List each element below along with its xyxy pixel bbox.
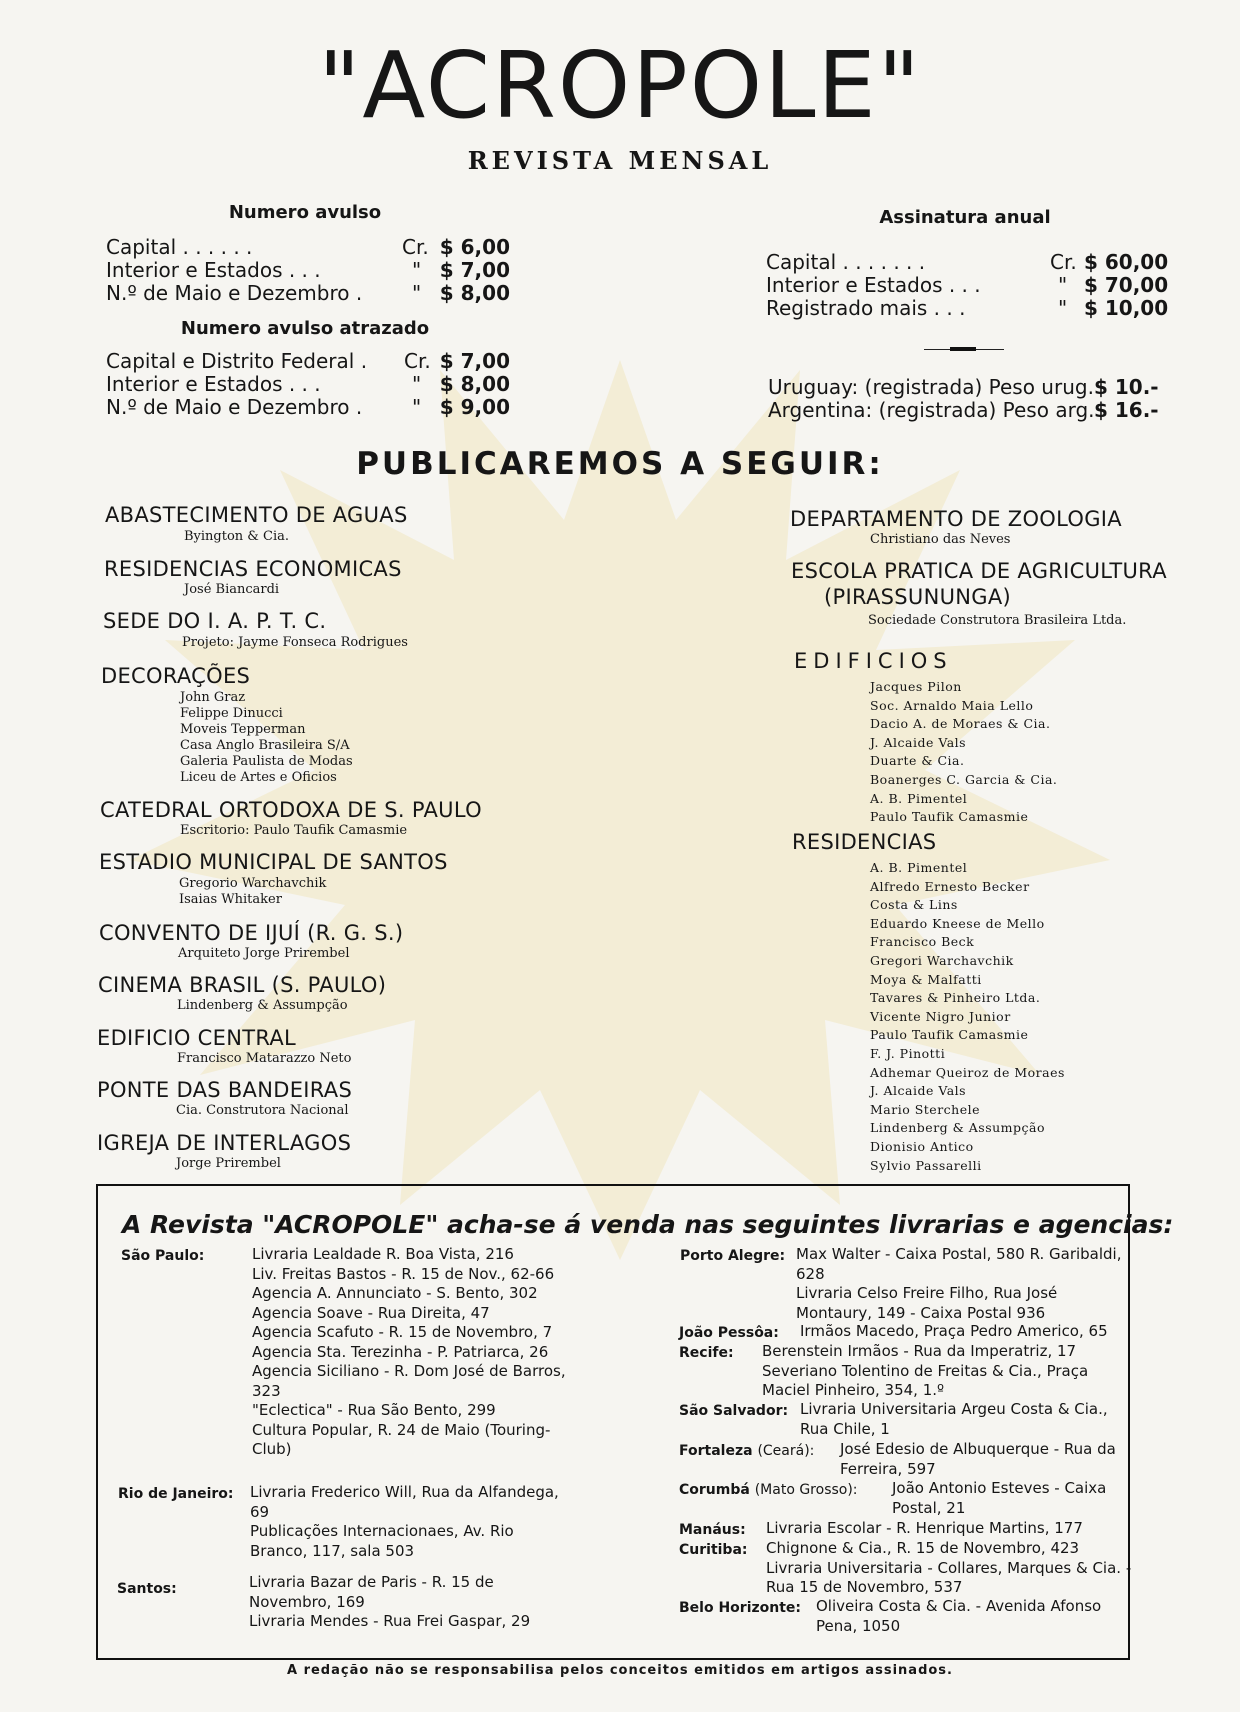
- city-label: Recife:: [679, 1345, 734, 1361]
- masthead-title: "ACROPOLE": [318, 32, 922, 139]
- price-label: N.º de Maio e Dezembro .: [106, 395, 363, 419]
- price-row: [106, 372, 510, 396]
- project-title: DECORAÇÕES: [101, 664, 251, 688]
- agency-entry: Chignone & Cia., R. 15 de Novembro, 423: [766, 1539, 1080, 1557]
- project-title: RESIDENCIAS ECONOMICAS: [104, 557, 402, 581]
- city-entries: [816, 1597, 1132, 1636]
- project-author: Jorge Prirembel: [176, 1156, 281, 1171]
- price-label: Registrado mais . . .: [766, 296, 966, 320]
- project-author: Tavares & Pinheiro Ltda.: [870, 990, 1041, 1006]
- city-note: (Mato Grosso):: [754, 1482, 858, 1498]
- price-label: Uruguay: (registrada) Peso urug.: [768, 375, 1094, 399]
- price-row: [106, 349, 510, 373]
- price-value: $ 6,00: [439, 235, 510, 259]
- city-note: (Ceará):: [757, 1443, 815, 1459]
- city-label: Belo Horizonte:: [679, 1600, 802, 1616]
- price-row: [106, 235, 510, 259]
- project-author: Galeria Paulista de Modas: [180, 754, 353, 769]
- price-value: $ 9,00: [439, 395, 510, 419]
- project-author: Alfredo Ernesto Becker: [870, 878, 1030, 894]
- city-label: Curitiba:: [679, 1542, 748, 1558]
- price-label: Interior e Estados . . .: [106, 258, 321, 282]
- agency-entry: Livraria Lealdade R. Boa Vista, 216: [252, 1245, 514, 1263]
- project-title: CONVENTO DE IJUÍ (R. G. S.): [99, 921, 404, 945]
- city-label: Santos:: [117, 1581, 177, 1597]
- agency-entry: Livraria Frederico Will, Rua da Alfandega, 69: [250, 1483, 559, 1521]
- divider-center: [950, 347, 976, 351]
- city-label: Rio de Janeiro:: [118, 1486, 234, 1502]
- project-author: Gregorio Warchavchik: [179, 876, 327, 891]
- city-entries: [252, 1245, 574, 1460]
- project-author: Lindenberg & Assumpção: [177, 998, 348, 1013]
- agency-entry: Publicações Internacionaes, Av. Rio Branco, 117, sala 503: [250, 1522, 514, 1560]
- project-author: Paulo Taufik Camasmie: [870, 1027, 1029, 1043]
- project-author: Eduardo Kneese de Mello: [870, 915, 1045, 931]
- city-label: [679, 1443, 814, 1459]
- agency-entry: Oliveira Costa & Cia. - Avenida Afonso Pena, 1050: [816, 1597, 1102, 1635]
- agency-entry: José Edesio de Albuquerque - Rua da Ferreira, 597: [840, 1440, 1116, 1478]
- agency-entry: Agencia Soave - Rua Direita, 47: [252, 1303, 490, 1322]
- project-title: IGREJA DE INTERLAGOS: [97, 1131, 352, 1155]
- price-row: [768, 376, 1168, 399]
- project-title: PONTE DAS BANDEIRAS: [97, 1078, 353, 1102]
- price-label: Capital . . . . . .: [106, 235, 253, 259]
- project-author: Francisco Matarazzo Neto: [177, 1051, 352, 1066]
- price-row: [106, 395, 510, 419]
- agency-entry: João Antonio Esteves - Caixa Postal, 21: [892, 1479, 1107, 1517]
- price-label: Capital e Distrito Federal .: [106, 349, 368, 373]
- numero-atrazado-heading: Numero avulso atrazado: [180, 318, 430, 339]
- price-value: $ 60,00: [1084, 250, 1169, 274]
- city-entries: [800, 1322, 1132, 1342]
- project-author: Sylvio Passarelli: [870, 1157, 982, 1173]
- project-author: Jacques Pilon: [870, 679, 962, 694]
- project-author: Gregori Warchavchik: [870, 952, 1014, 968]
- project-title: ABASTECIMENTO DE AGUAS: [105, 503, 408, 527]
- price-currency: ": [412, 281, 422, 305]
- price-row: [106, 281, 510, 305]
- price-label: Argentina: (registrada) Peso arg.: [768, 398, 1095, 422]
- price-value: $ 10,00: [1084, 296, 1169, 320]
- agency-entry: Max Walter - Caixa Postal, 580 R. Garibaldi, 628: [796, 1245, 1122, 1283]
- project-title: RESIDENCIAS: [792, 830, 937, 854]
- project-author: Moya & Malfatti: [870, 971, 982, 987]
- project-author: Cia. Construtora Nacional: [176, 1103, 349, 1118]
- project-author: José Biancardi: [184, 582, 280, 597]
- city-entries: [800, 1400, 1132, 1439]
- agency-entry: Cultura Popular, R. 24 de Maio (Touring-Club): [252, 1420, 551, 1458]
- agency-entry: Agencia Scafuto - R. 15 de Novembro, 7: [252, 1323, 553, 1341]
- project-author: J. Alcaide Vals: [870, 734, 967, 750]
- price-row: [768, 399, 1168, 422]
- price-currency: ": [412, 258, 422, 282]
- price-value: $ 16.-: [1094, 398, 1159, 422]
- project-author: Arquiteto Jorge Prirembel: [178, 946, 350, 961]
- price-currency: ": [412, 395, 422, 419]
- project-author: Adhemar Queiroz de Moraes: [870, 1064, 1065, 1080]
- assinatura-table: [766, 250, 1169, 320]
- masthead-subtitle: REVISTA MENSAL: [467, 146, 773, 175]
- city-entries: [796, 1245, 1132, 1323]
- assinatura-heading: Assinatura anual: [879, 207, 1051, 228]
- city-label: Porto Alegre:: [680, 1248, 786, 1264]
- price-row: [106, 258, 510, 282]
- city-label: São Salvador:: [679, 1403, 789, 1419]
- agency-entry: Livraria Universitaria Argeu Costa & Cia., Rua Chile, 1: [800, 1400, 1108, 1438]
- project-author: Lindenberg & Assumpção: [870, 1120, 1045, 1136]
- project-title-line2: (PIRASSUNUNGA): [824, 585, 1012, 609]
- project-title: EDIFICIOS: [794, 649, 953, 673]
- project-author: Paulo Taufik Camasmie: [870, 809, 1029, 825]
- project-author: Felippe Dinucci: [180, 706, 283, 721]
- project-title: DEPARTAMENTO DE ZOOLOGIA: [790, 507, 1122, 531]
- agency-entry: Berenstein Irmãos - Rua da Imperatriz, 17: [762, 1342, 1077, 1360]
- price-currency: ": [1058, 273, 1068, 297]
- city-entries: [766, 1539, 1132, 1598]
- project-title: SEDE DO I. A. P. T. C.: [103, 609, 327, 633]
- project-author: Soc. Arnaldo Maia Lello: [870, 697, 1034, 713]
- project-title: CATEDRAL ORTODOXA DE S. PAULO: [100, 798, 482, 822]
- project-author: Projeto: Jayme Fonseca Rodrigues: [182, 635, 408, 650]
- project-title: CINEMA BRASIL (S. PAULO): [98, 973, 387, 997]
- project-author: Isaias Whitaker: [179, 892, 282, 907]
- publicaremos-heading: PUBLICAREMOS A SEGUIR:: [356, 446, 884, 482]
- agency-entry: Livraria Celso Freire Filho, Rua José Montaury, 149 - Caixa Postal 936: [796, 1284, 1058, 1322]
- numero-avulso-table: [106, 235, 510, 305]
- project-author: Casa Anglo Brasileira S/A: [180, 738, 350, 753]
- project-author: Liceu de Artes e Oficios: [180, 770, 337, 785]
- price-label: Capital . . . . . . .: [766, 250, 926, 274]
- project-author: Dacio A. de Moraes & Cia.: [870, 716, 1051, 732]
- project-author: John Graz: [180, 690, 246, 705]
- agency-entry: Livraria Bazar de Paris - R. 15 de Novembro, 169: [249, 1573, 494, 1611]
- price-label: N.º de Maio e Dezembro .: [106, 281, 363, 305]
- price-row: [766, 273, 1169, 297]
- price-row: [766, 250, 1169, 274]
- agency-entry: Agencia A. Annunciato - S. Bento, 302: [252, 1284, 538, 1302]
- price-label: Interior e Estados . . .: [106, 372, 321, 396]
- project-title: ESTADIO MUNICIPAL DE SANTOS: [99, 850, 448, 874]
- city-label: João Pessôa:: [679, 1325, 779, 1341]
- price-value: $ 7,00: [439, 258, 510, 282]
- price-currency: Cr.: [402, 235, 429, 259]
- price-row: [766, 296, 1169, 320]
- city-entries: [249, 1573, 571, 1632]
- city-name: Corumbá: [679, 1482, 750, 1498]
- price-value: $ 10.-: [1094, 375, 1159, 399]
- city-label: Manáus:: [679, 1522, 746, 1538]
- price-currency: Cr.: [1050, 250, 1077, 274]
- price-value: $ 7,00: [439, 349, 510, 373]
- project-author: F. J. Pinotti: [870, 1045, 946, 1061]
- foreign-prices: [768, 376, 1168, 422]
- project-author: Christiano das Neves: [870, 532, 1011, 547]
- agency-entry: Liv. Freitas Bastos - R. 15 de Nov., 62-66: [252, 1264, 555, 1283]
- price-label: Interior e Estados . . .: [766, 273, 981, 297]
- project-author: Sociedade Construtora Brasileira Ltda.: [868, 613, 1127, 628]
- project-author: Duarte & Cia.: [870, 753, 965, 769]
- project-author: A. B. Pimentel: [870, 860, 968, 875]
- price-currency: Cr.: [404, 349, 431, 373]
- city-entries: [840, 1440, 1132, 1479]
- agency-entry: Livraria Escolar - R. Henrique Martins, 177: [766, 1519, 1083, 1537]
- project-author: A. B. Pimentel: [870, 790, 968, 806]
- project-author: Francisco Beck: [870, 934, 975, 950]
- price-currency: ": [1058, 296, 1068, 320]
- project-author: Dionisio Antico: [870, 1138, 974, 1154]
- city-entries: [250, 1483, 572, 1561]
- livrarias-heading: A Revista "ACROPOLE" acha-se á venda nas seguintes livrarias e agencias:: [122, 1210, 1174, 1239]
- project-author: Boanerges C. Garcia & Cia.: [870, 771, 1058, 787]
- project-author: Escritorio: Paulo Taufik Camasmie: [180, 823, 408, 838]
- price-value: $ 70,00: [1084, 273, 1169, 297]
- city-label: São Paulo:: [121, 1248, 205, 1264]
- agency-entry: Livraria Mendes - Rua Frei Gaspar, 29: [249, 1612, 531, 1630]
- project-author: J. Alcaide Vals: [870, 1083, 967, 1099]
- project-author: Byington & Cia.: [184, 529, 289, 544]
- price-value: $ 8,00: [439, 281, 510, 305]
- city-entries: [762, 1342, 1132, 1401]
- project-author: Moveis Tepperman: [180, 722, 306, 737]
- agency-entry: Irmãos Macedo, Praça Pedro Americo, 65: [800, 1322, 1108, 1340]
- price-value: $ 8,00: [439, 372, 510, 396]
- project-author: Vicente Nigro Junior: [870, 1008, 1011, 1024]
- price-currency: ": [412, 372, 422, 396]
- agency-entry: Agencia Siciliano - R. Dom José de Barros, 323: [252, 1362, 566, 1400]
- project-title: ESCOLA PRATICA DE AGRICULTURA: [791, 559, 1167, 583]
- agency-entry: "Eclectica" - Rua São Bento, 299: [252, 1401, 496, 1419]
- disclaimer-footer: A redação não se responsabilisa pelos conceitos emitidos em artigos assinados.: [286, 1663, 953, 1678]
- project-author: Costa & Lins: [870, 897, 958, 913]
- city-entries: [892, 1479, 1132, 1518]
- numero-atrazado-table: [106, 349, 510, 419]
- project-title: EDIFICIO CENTRAL: [97, 1026, 297, 1050]
- city-entries: [766, 1519, 1132, 1539]
- city-label: [679, 1482, 858, 1498]
- agency-entry: Livraria Universitaria - Collares, Marques & Cia. - Rua 15 de Novembro, 537: [766, 1558, 1132, 1596]
- agency-entry: Agencia Sta. Terezinha - P. Patriarca, 26: [252, 1342, 549, 1361]
- residencias-authors: [870, 859, 1065, 1175]
- agency-entry: Severiano Tolentino de Freitas & Cia., Praça Maciel Pinheiro, 354, 1.º: [762, 1361, 1089, 1399]
- numero-avulso-heading: Numero avulso: [228, 202, 382, 223]
- city-name: Fortaleza: [679, 1443, 753, 1459]
- project-author: Mario Sterchele: [870, 1101, 981, 1117]
- edificios-authors: [870, 678, 1057, 827]
